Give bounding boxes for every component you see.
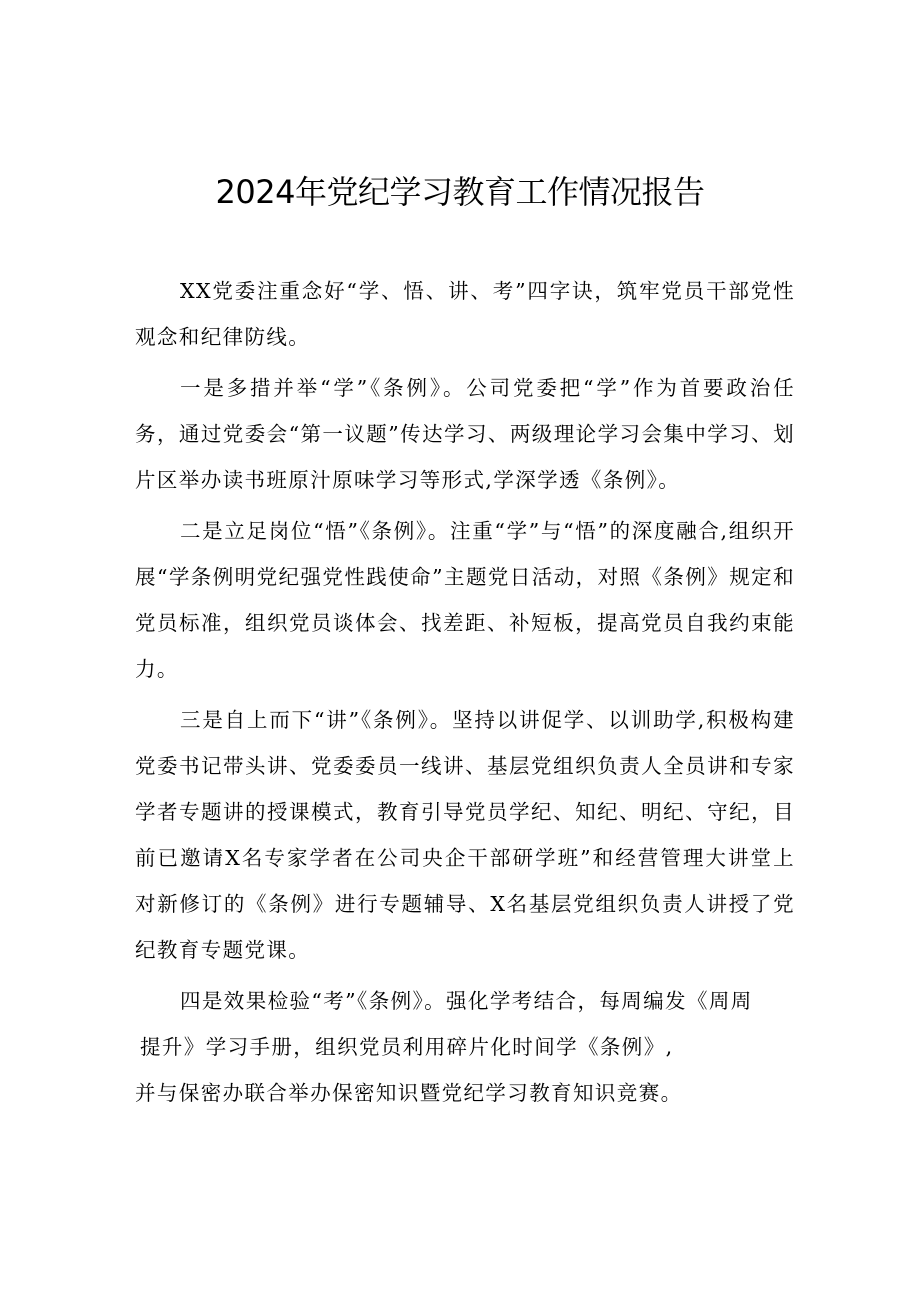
paragraph-exam-line-1: 四是效果检验“考”《条例》。强化学考结合，每周编发《周周 bbox=[180, 989, 753, 1013]
paragraph-exam-line-2: 提升》学习手册，组织党员利用碎片化时间学《条例》, bbox=[140, 1035, 674, 1059]
paragraph-comprehend: 二是立足岗位“悟”《条例》。注重“学”与“悟”的深度融合,组织开展“学条例明党纪强党性践使命”主题党日活动，对照《条例》规定和党员标准，组织党员谈体会、找差距、补短板，提高党员自我约束能力。 bbox=[135, 519, 795, 681]
paragraph-lecture: 三是自上而下“讲”《条例》。坚持以讲促学、以训助学,积极构建党委书记带头讲、党委委员一线讲、基层党组织负责人全员讲和专家学者专题讲的授课模式，教育引导党员学纪、知纪、明纪、守纪，目前已邀请X名专家学者在公司央企干部研学班”和经营管理大讲堂上对新修订的《条例》进行专题辅导、X名基层党组织负责人讲授了党纪教育专题党课。 bbox=[135, 708, 795, 962]
paragraph-intro: XX党委注重念好“学、悟、讲、考”四字诀，筑牢党员干部党性观念和纪律防线。 bbox=[135, 279, 795, 349]
document-body bbox=[135, 268, 795, 1121]
paragraph-study: 一是多措并举“学”《条例》。公司党委把“学”作为首要政治任务，通过党委会“第一议题”传达学习、两级理论学习会集中学习、划片区举办读书班原汁原味学习等形式,学深学透《条例》。 bbox=[135, 376, 795, 492]
paragraph-exam-line-3: 并与保密办联合举办保密知识暨党纪学习教育知识竞赛。 bbox=[135, 1081, 683, 1105]
paragraph-exam bbox=[135, 978, 795, 1116]
document-title: 2024年党纪学习教育工作情况报告 bbox=[215, 173, 705, 211]
